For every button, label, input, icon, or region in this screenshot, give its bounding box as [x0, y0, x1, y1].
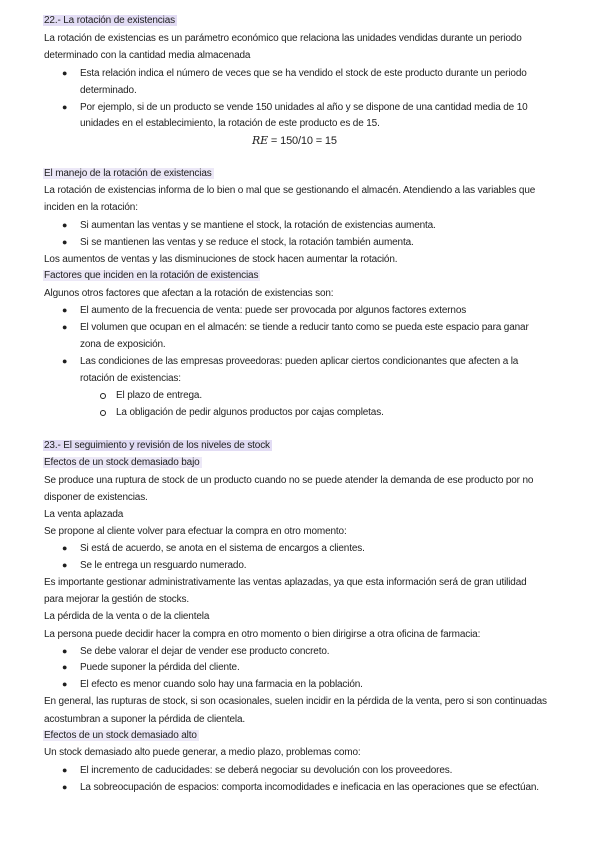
- paragraph-line: Algunos otros factores que afectan a la rotación de existencias son:: [44, 288, 334, 299]
- paragraph-line: En general, las rupturas de stock, si son ocasionales, suelen incidir en la pérdida de la venta, pero si son continuadas: [44, 696, 547, 707]
- paragraph-line: Un stock demasiado alto puede generar, a medio plazo, problemas como:: [44, 747, 361, 758]
- paragraph-line: Se propone al cliente volver para efectuar la compra en otro momento:: [44, 526, 347, 537]
- bullet-icon: ●: [62, 662, 68, 672]
- list-item: El efecto es menor cuando solo hay una farmacia en la población.: [80, 679, 363, 690]
- list-item: El volumen que ocupan en el almacén: se tiende a reducir tanto como se pueda este espacio para ganar: [80, 322, 529, 333]
- list-item: La sobreocupación de espacios: comporta incomodidades e ineficacia en las operaciones que se efectúan.: [80, 782, 539, 793]
- paragraph-line: La persona puede decidir hacer la compra en otro momento o bien dirigirse a otra oficina de farmacia:: [44, 629, 481, 640]
- paragraph-line: determinado con la cantidad media almacenada: [44, 50, 251, 61]
- sub-bullet-icon: [100, 410, 106, 416]
- subheading-venta: La venta aplazada: [44, 509, 124, 520]
- formula-variable: RE: [252, 134, 269, 147]
- list-item: El incremento de caducidades: se deberá negociar su devolución con los proveedores.: [80, 765, 453, 776]
- bullet-icon: ●: [62, 68, 68, 78]
- list-item: Se le entrega un resguardo numerado.: [80, 560, 247, 571]
- formula-value: = 150/10 = 15: [268, 135, 337, 147]
- subheading-factores: Factores que inciden en la rotación de existencias: [44, 270, 259, 281]
- list-item: Si está de acuerdo, se anota en el sistema de encargos a clientes.: [80, 543, 365, 554]
- bullet-icon: ●: [62, 560, 68, 570]
- paragraph-line: Se produce una ruptura de stock de un producto cuando no se puede atender la demanda de ese producto por no: [44, 475, 534, 486]
- paragraph-line: La rotación de existencias es un parámetro económico que relaciona las unidades vendidas durante un periodo: [44, 33, 522, 44]
- bullet-icon: ●: [62, 782, 68, 792]
- list-item-cont: rotación de existencias:: [80, 373, 181, 384]
- bullet-icon: ●: [62, 679, 68, 689]
- bullet-icon: ●: [62, 322, 68, 332]
- sub-list-item: El plazo de entrega.: [116, 390, 202, 401]
- bullet-icon: ●: [62, 220, 68, 230]
- subheading-bajo: Efectos de un stock demasiado bajo: [44, 457, 200, 468]
- section-22-title: 22.- La rotación de existencias: [44, 15, 175, 26]
- list-item: Por ejemplo, si de un producto se vende 150 unidades al año y se dispone de una cantidad media de 10: [80, 102, 528, 113]
- bullet-icon: ●: [62, 237, 68, 247]
- subheading-alto: Efectos de un stock demasiado alto: [44, 730, 197, 741]
- list-item: Esta relación indica el número de veces que se ha vendido el stock de este producto durante un periodo: [80, 68, 527, 79]
- paragraph-line: Es importante gestionar administrativamente las ventas aplazadas, ya que esta información será de gran utilidad: [44, 577, 527, 588]
- bullet-icon: ●: [62, 102, 68, 112]
- formula: [252, 133, 337, 149]
- list-item: Las condiciones de las empresas proveedoras: pueden aplicar ciertos condicionantes que afecten a la: [80, 356, 519, 367]
- list-item-cont: zona de exposición.: [80, 339, 166, 350]
- list-item: Se debe valorar el dejar de vender ese producto concreto.: [80, 646, 330, 657]
- paragraph-line: disponer de existencias.: [44, 492, 148, 503]
- bullet-icon: ●: [62, 305, 68, 315]
- paragraph-line: La rotación de existencias informa de lo bien o mal que se gestionando el almacén. Atendiendo a las variables que: [44, 185, 536, 196]
- bullet-icon: ●: [62, 356, 68, 366]
- bullet-icon: ●: [62, 646, 68, 656]
- paragraph-line: acostumbran a suponer la pérdida de clientela.: [44, 714, 246, 725]
- list-item-cont: determinado.: [80, 85, 137, 96]
- list-item-cont: unidades en el establecimiento, la rotación de este producto es de 15.: [80, 118, 380, 129]
- subheading-manejo: El manejo de la rotación de existencias: [44, 168, 212, 179]
- list-item: Puede suponer la pérdida del cliente.: [80, 662, 240, 673]
- bullet-icon: ●: [62, 765, 68, 775]
- section-23-title: 23.- El seguimiento y revisión de los niveles de stock: [44, 440, 270, 451]
- bullet-icon: ●: [62, 543, 68, 553]
- list-item: Si aumentan las ventas y se mantiene el stock, la rotación de existencias aumenta.: [80, 220, 436, 231]
- paragraph-line: para mejorar la gestión de stocks.: [44, 594, 189, 605]
- paragraph-line: Los aumentos de ventas y las disminuciones de stock hacen aumentar la rotación.: [44, 254, 398, 265]
- sub-bullet-icon: [100, 393, 106, 399]
- list-item: Si se mantienen las ventas y se reduce el stock, la rotación también aumenta.: [80, 237, 414, 248]
- subheading-perdida: La pérdida de la venta o de la clientela: [44, 611, 210, 622]
- sub-list-item: La obligación de pedir algunos productos por cajas completas.: [116, 407, 384, 418]
- paragraph-line: inciden en la rotación:: [44, 202, 138, 213]
- list-item: El aumento de la frecuencia de venta: puede ser provocada por algunos factores externos: [80, 305, 467, 316]
